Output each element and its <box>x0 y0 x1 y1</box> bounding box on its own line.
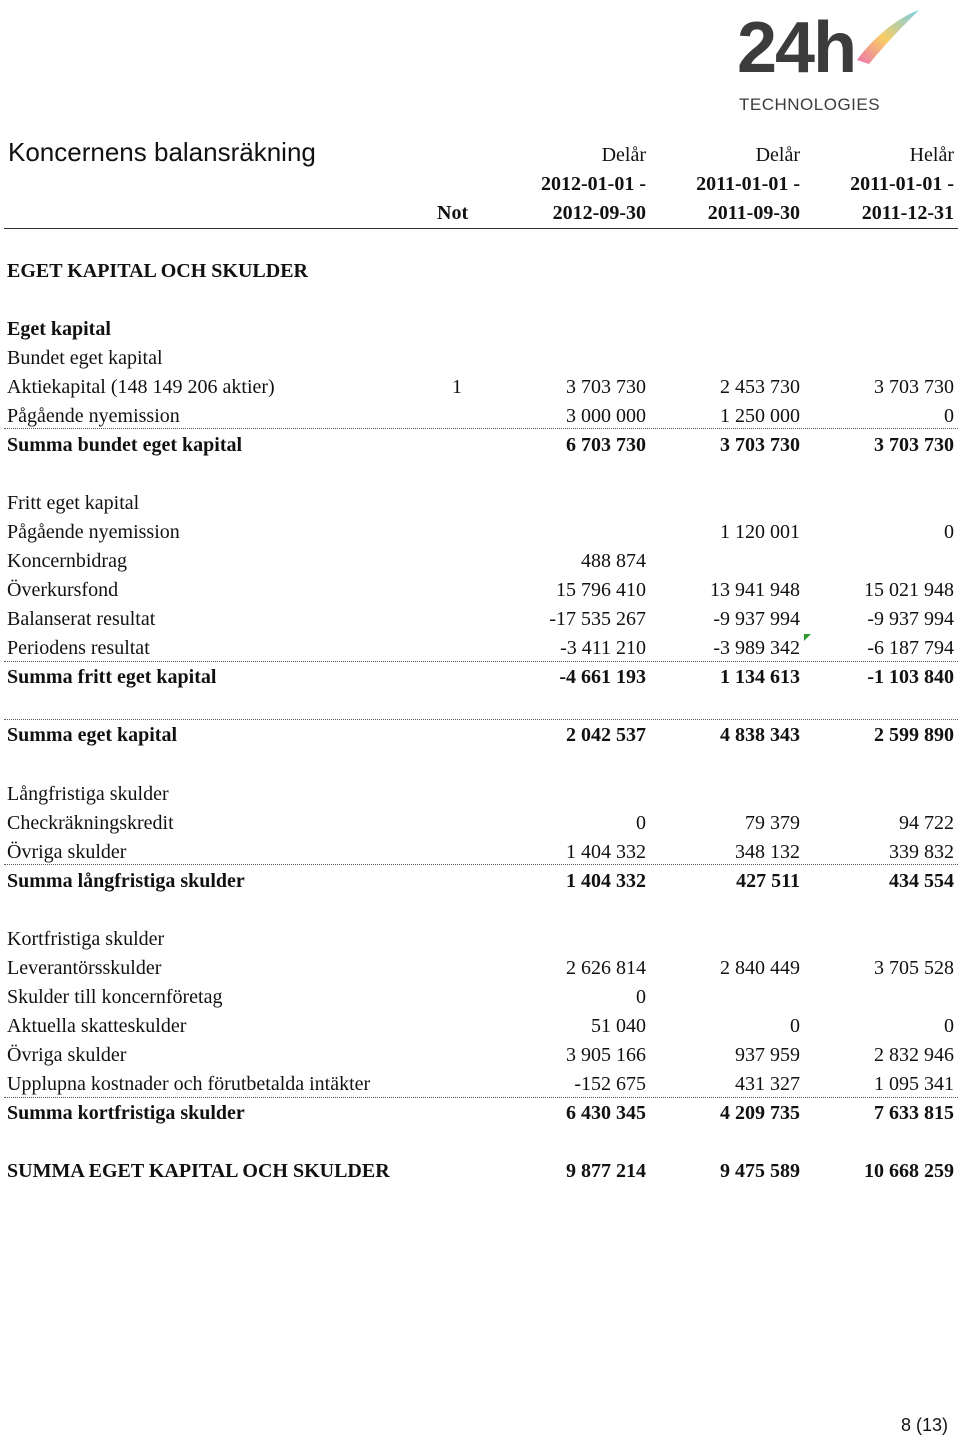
row-value-v2: 2 840 449 <box>720 957 800 979</box>
row-label: Långfristiga skulder <box>7 783 169 805</box>
table-row <box>0 984 960 1010</box>
row-value-v3: 10 668 259 <box>864 1160 954 1182</box>
row-value-v1: -3 411 210 <box>560 637 646 659</box>
logo-subtitle: TECHNOLOGIES <box>739 95 881 114</box>
row-label: Överkursfond <box>7 579 119 601</box>
row-label: Summa eget kapital <box>7 724 177 746</box>
col1-to: 2012-09-30 <box>552 202 646 224</box>
logo-swoosh-icon <box>853 4 925 68</box>
col1-from: 2012-01-01 - <box>541 173 646 195</box>
row-value-v2: 3 703 730 <box>720 434 800 456</box>
row-value-v3: 2 599 890 <box>874 724 954 746</box>
row-label: Pågående nyemission <box>7 521 180 543</box>
row-value-v3: -9 937 994 <box>867 608 954 630</box>
row-value-v3: -6 187 794 <box>867 637 954 659</box>
row-label: Koncernbidrag <box>7 550 127 572</box>
row-label: Fritt eget kapital <box>7 492 140 514</box>
table-row <box>0 374 960 400</box>
table-row <box>0 1071 960 1097</box>
row-value-v1: 3 000 000 <box>566 405 646 427</box>
row-value-v1: 3 703 730 <box>566 376 646 398</box>
row-value-v1: -4 661 193 <box>559 666 646 688</box>
page-number: 8 (13) <box>900 1415 948 1435</box>
col3-from: 2011-01-01 - <box>850 173 954 195</box>
row-value-v3: 15 021 948 <box>864 579 954 601</box>
row-label: Övriga skulder <box>7 841 127 863</box>
row-label: Upplupna kostnader och förutbetalda intäkter <box>7 1073 371 1095</box>
row-value-v2: 427 511 <box>736 870 800 892</box>
col2-to: 2011-09-30 <box>707 202 800 224</box>
row-label: Summa fritt eget kapital <box>7 666 217 688</box>
row-value-v1: -17 535 267 <box>549 608 646 630</box>
table-row <box>0 926 960 952</box>
row-value-v1: 51 040 <box>591 1015 646 1037</box>
row-label: Leverantörsskulder <box>7 957 162 979</box>
row-label: Övriga skulder <box>7 1044 127 1066</box>
col2-type: Delår <box>755 144 800 166</box>
header-rule <box>4 228 958 229</box>
row-label: Checkräkningskredit <box>7 812 174 834</box>
row-rule <box>4 719 958 720</box>
row-label: Summa kortfristiga skulder <box>7 1102 245 1124</box>
row-value-v3: 3 703 730 <box>874 376 954 398</box>
table-row <box>0 519 960 545</box>
table-row <box>0 664 960 690</box>
row-label: Balanserat resultat <box>7 608 156 630</box>
row-rule <box>4 661 958 662</box>
col2-from: 2011-01-01 - <box>696 173 800 195</box>
row-value-v3: 0 <box>944 1015 954 1037</box>
row-label: Aktuella skatteskulder <box>7 1015 187 1037</box>
table-row <box>0 839 960 865</box>
row-label: Skulder till koncernföretag <box>7 986 223 1008</box>
table-row <box>0 1158 960 1184</box>
row-value-v3: 0 <box>944 521 954 543</box>
table-row <box>0 403 960 429</box>
row-value-v2: 79 379 <box>745 812 800 834</box>
table-row <box>0 781 960 807</box>
row-value-v3: 339 832 <box>889 841 954 863</box>
table-row <box>0 1013 960 1039</box>
logo-wordmark: 24h <box>737 8 856 88</box>
row-value-v3: 94 722 <box>899 812 954 834</box>
row-value-v1: 1 404 332 <box>566 841 646 863</box>
row-value-v3: 3 705 528 <box>874 957 954 979</box>
table-row <box>0 345 960 371</box>
row-value-v2: 1 134 613 <box>720 666 800 688</box>
row-rule <box>4 428 958 429</box>
row-value-v2: 4 838 343 <box>720 724 800 746</box>
table-row <box>0 548 960 574</box>
page-title: Koncernens balansräkning <box>8 137 316 167</box>
row-label: Kortfristiga skulder <box>7 928 165 950</box>
company-logo <box>735 4 925 116</box>
row-value-v1: 1 404 332 <box>566 870 646 892</box>
table-row <box>0 316 960 342</box>
row-rule <box>4 1097 958 1098</box>
table-row <box>0 635 960 661</box>
row-value-v3: -1 103 840 <box>867 666 954 688</box>
row-value-v1: 6 430 345 <box>566 1102 646 1124</box>
col3-type: Helår <box>909 144 954 166</box>
row-value-v2: -9 937 994 <box>713 608 800 630</box>
table-row <box>0 810 960 836</box>
row-value-v2: 937 959 <box>735 1044 800 1066</box>
table-row <box>0 606 960 632</box>
row-value-v3: 434 554 <box>889 870 954 892</box>
table-row <box>0 1100 960 1126</box>
row-value-v1: 9 877 214 <box>566 1160 646 1182</box>
col3-to: 2011-12-31 <box>861 202 954 224</box>
row-label: Summa bundet eget kapital <box>7 434 243 456</box>
row-label: Bundet eget kapital <box>7 347 163 369</box>
table-row <box>0 577 960 603</box>
row-value-v1: 3 905 166 <box>566 1044 646 1066</box>
row-value-v1: 2 042 537 <box>566 724 646 746</box>
table-row <box>0 258 960 284</box>
row-value-v2: 0 <box>790 1015 800 1037</box>
row-value-v1: 2 626 814 <box>566 957 646 979</box>
row-value-v1: 6 703 730 <box>566 434 646 456</box>
row-label: Summa långfristiga skulder <box>7 870 245 892</box>
row-label: SUMMA EGET KAPITAL OCH SKULDER <box>7 1160 390 1182</box>
table-row <box>0 722 960 748</box>
row-label: Aktiekapital (148 149 206 aktier) <box>7 376 275 398</box>
row-value-v2: 13 941 948 <box>710 579 800 601</box>
row-value-v1: 0 <box>636 812 646 834</box>
row-value-v1: -152 675 <box>574 1073 646 1095</box>
row-note: 1 <box>452 376 462 398</box>
note-column-header: Not <box>437 202 469 224</box>
table-row <box>0 490 960 516</box>
row-label: EGET KAPITAL OCH SKULDER <box>7 260 308 282</box>
row-value-v2: 1 250 000 <box>720 405 800 427</box>
row-value-v3: 3 703 730 <box>874 434 954 456</box>
row-value-v2: 1 120 001 <box>720 521 800 543</box>
table-row <box>0 1042 960 1068</box>
row-label: Periodens resultat <box>7 637 150 659</box>
row-value-v1: 15 796 410 <box>556 579 646 601</box>
row-value-v3: 0 <box>944 405 954 427</box>
row-value-v3: 7 633 815 <box>874 1102 954 1124</box>
row-value-v2: 9 475 589 <box>720 1160 800 1182</box>
row-value-v3: 1 095 341 <box>874 1073 954 1095</box>
row-value-v2: 2 453 730 <box>720 376 800 398</box>
col1-type: Delår <box>601 144 646 166</box>
table-row <box>0 432 960 458</box>
row-value-v1: 488 874 <box>581 550 646 572</box>
row-value-v2: -3 989 342 <box>713 637 800 659</box>
row-value-v3: 2 832 946 <box>874 1044 954 1066</box>
row-rule <box>4 864 958 865</box>
row-label: Pågående nyemission <box>7 405 180 427</box>
row-label: Eget kapital <box>7 318 111 340</box>
row-value-v1: 0 <box>636 986 646 1008</box>
comment-marker-icon <box>804 634 811 641</box>
table-row <box>0 868 960 894</box>
row-value-v2: 431 327 <box>735 1073 800 1095</box>
row-value-v2: 348 132 <box>735 841 800 863</box>
row-value-v2: 4 209 735 <box>720 1102 800 1124</box>
table-row <box>0 955 960 981</box>
